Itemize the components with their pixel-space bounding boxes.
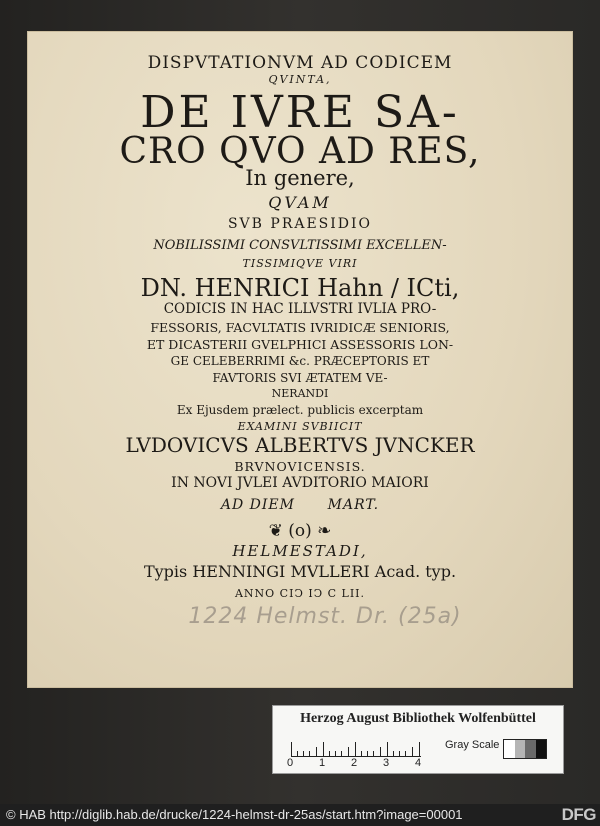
title-line-25: ANNO CIↃ IↃ C LII. bbox=[234, 587, 366, 600]
title-line-3: DE IVRE SA- bbox=[140, 87, 460, 138]
library-name: Herzog August Bibliothek Wolfenbüttel bbox=[300, 711, 536, 726]
library-color-card bbox=[272, 705, 564, 774]
ruler-number: 3 bbox=[383, 757, 390, 769]
ruler-number: 0 bbox=[287, 757, 294, 769]
title-line-6: QVAM bbox=[268, 193, 332, 212]
title-line-11: CODICIS IN HAC ILLVSTRI IVLIA PRO- bbox=[163, 301, 437, 317]
dfg-logo: DFG bbox=[561, 805, 596, 824]
title-line-2: QVINTA, bbox=[268, 73, 332, 86]
title-line-10: DN. HENRICI Hahn / ICti, bbox=[140, 274, 460, 302]
title-line-7: SVB PRAESIDIO bbox=[227, 216, 373, 232]
title-line-17: Ex Ejusdem prælect. publicis excerptam bbox=[176, 403, 424, 417]
gray-scale-label: Gray Scale bbox=[445, 739, 500, 751]
footer-copyright-url: © HAB http://diglib.hab.de/drucke/1224-helmst-dr-25as/start.htm?image=00001 bbox=[6, 807, 463, 822]
title-line-15: FAVTORIS SVI ÆTATEM VE- bbox=[212, 371, 388, 385]
title-line-20: BRVNOVICENSIS. bbox=[234, 459, 366, 474]
gray-scale-swatch bbox=[503, 739, 547, 759]
title-line-14: GE CELEBERRIMI &c. PRÆCEPTORIS ET bbox=[170, 354, 430, 368]
ruler-number: 1 bbox=[319, 757, 326, 769]
title-line-21: IN NOVI JVLEI AVDITORIO MAIORI bbox=[171, 475, 429, 491]
title-line-19: LVDOVICVS ALBERTVS JVNCKER bbox=[125, 433, 475, 457]
title-page bbox=[27, 31, 573, 688]
pencil-shelfmark: 1224 Helmst. Dr. (25a) bbox=[188, 604, 462, 629]
title-line-16: NERANDI bbox=[271, 387, 329, 400]
title-line-9: TISSIMIQVE VIRI bbox=[242, 257, 358, 270]
title-line-23: HELMESTADI, bbox=[232, 542, 368, 560]
copyright-footer bbox=[0, 804, 600, 826]
title-line-4: CRO QVO AD RES, bbox=[119, 131, 481, 172]
ruler-number: 4 bbox=[415, 757, 422, 769]
title-line-24: Typis HENNINGI MVLLERI Acad. typ. bbox=[143, 562, 457, 581]
title-line-5: In genere, bbox=[245, 166, 355, 190]
title-line-13: ET DICASTERII GVELPHICI ASSESSORIS LON- bbox=[146, 337, 454, 352]
title-line-18: EXAMINI SVBIICIT bbox=[237, 420, 363, 433]
printer-ornament: ❦ (o) ❧ bbox=[268, 521, 332, 541]
title-line-22: AD DIEM MART. bbox=[220, 497, 380, 513]
title-line-1: DISPVTATIONVM AD CODICEM bbox=[147, 53, 453, 73]
title-line-12: FESSORIS, FACVLTATIS IVRIDICÆ SENIORIS, bbox=[150, 320, 450, 335]
title-line-8: NOBILISSIMI CONSVLTISSIMI EXCELLEN- bbox=[153, 238, 447, 253]
ruler-number: 2 bbox=[351, 757, 358, 769]
scale-ruler bbox=[291, 742, 421, 757]
